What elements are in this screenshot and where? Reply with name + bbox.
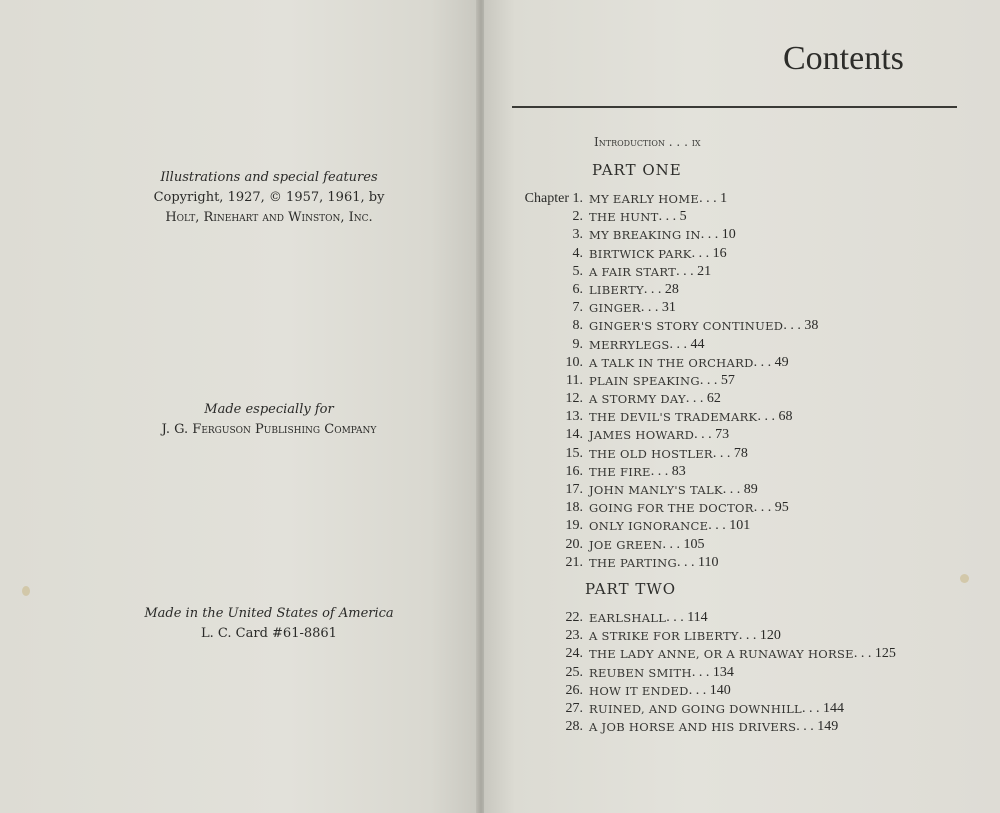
introduction-entry: Introduction . . . ix bbox=[594, 135, 701, 149]
chapter-entry bbox=[505, 517, 985, 535]
made-in-block bbox=[119, 604, 419, 644]
chapter-title: RUINED, AND GOING DOWNHILL bbox=[589, 701, 802, 716]
chapter-page: . . . 28 bbox=[643, 281, 679, 297]
paper-stain bbox=[22, 586, 30, 596]
chapter-page: . . . 38 bbox=[783, 318, 819, 334]
chapter-entry bbox=[505, 554, 985, 572]
copyright-block bbox=[119, 168, 419, 228]
chapter-number: 27. bbox=[565, 700, 583, 716]
chapter-page: . . . 144 bbox=[801, 700, 844, 716]
chapter-title: A STRIKE FOR LIBERTY bbox=[589, 629, 739, 644]
chapter-entry bbox=[505, 208, 985, 226]
chapter-number: 17. bbox=[565, 482, 583, 497]
chapter-entry bbox=[505, 445, 985, 463]
chapter-page: . . . 5 bbox=[658, 209, 687, 225]
copyright-line: Copyright, 1927, © 1957, 1961, by bbox=[153, 190, 385, 205]
chapter-entry bbox=[505, 682, 985, 700]
chapter-page: . . . 78 bbox=[712, 445, 748, 461]
chapter-entry bbox=[505, 718, 985, 736]
chapter-page: . . . 68 bbox=[757, 409, 793, 425]
chapter-number: Chapter 1. bbox=[524, 191, 583, 206]
chapter-number: 13. bbox=[565, 409, 583, 425]
chapter-number: 19. bbox=[565, 518, 583, 534]
chapter-entry bbox=[505, 390, 985, 408]
chapter-title: THE FIRE bbox=[589, 464, 651, 479]
chapter-number: 5. bbox=[572, 263, 583, 279]
part-two-chapter-list bbox=[505, 609, 985, 736]
chapter-number: 25. bbox=[565, 664, 583, 680]
chapter-page: . . . 134 bbox=[691, 664, 734, 680]
chapter-page: . . . 95 bbox=[753, 500, 789, 516]
left-page bbox=[0, 0, 478, 813]
made-for-block bbox=[119, 400, 419, 440]
chapter-entry bbox=[505, 408, 985, 426]
title-rule bbox=[512, 106, 957, 108]
chapter-entry bbox=[505, 317, 985, 335]
chapter-page: . . . 120 bbox=[738, 628, 781, 644]
chapter-entry bbox=[505, 354, 985, 372]
chapter-number: 3. bbox=[572, 227, 583, 243]
chapter-number: 12. bbox=[565, 391, 583, 407]
chapter-page: . . . 149 bbox=[796, 719, 839, 735]
chapter-title: THE OLD HOSTLER bbox=[589, 446, 713, 461]
chapter-title: THE LADY ANNE, OR A RUNAWAY HORSE bbox=[589, 647, 854, 662]
chapter-title: A TALK IN THE ORCHARD bbox=[589, 355, 754, 370]
chapter-page: . . . 1 bbox=[699, 191, 728, 206]
chapter-entry bbox=[505, 481, 985, 499]
chapter-number: 15. bbox=[565, 445, 583, 461]
chapter-page: . . . 125 bbox=[853, 646, 896, 662]
chapter-title: A STORMY DAY bbox=[589, 392, 686, 407]
chapter-number: 14. bbox=[565, 427, 583, 443]
chapter-title: THE PARTING bbox=[589, 555, 677, 570]
part-two-heading: PART TWO bbox=[585, 580, 677, 598]
chapter-page: . . . 57 bbox=[699, 372, 735, 388]
chapter-entry bbox=[505, 263, 985, 281]
chapter-title: A FAIR START bbox=[589, 264, 677, 279]
chapter-number: 21. bbox=[565, 554, 583, 570]
chapter-page: . . . 89 bbox=[722, 482, 758, 497]
chapter-entry bbox=[505, 664, 985, 682]
chapter-entry bbox=[505, 700, 985, 718]
chapter-entry bbox=[505, 426, 985, 444]
chapter-entry bbox=[505, 627, 985, 645]
part-one-heading: PART ONE bbox=[592, 161, 682, 179]
chapter-page: . . . 110 bbox=[676, 554, 719, 570]
chapter-page: . . . 140 bbox=[688, 682, 731, 698]
chapter-title: LIBERTY bbox=[589, 282, 644, 297]
chapter-title: MY BREAKING IN bbox=[589, 228, 701, 243]
chapter-title: JAMES HOWARD bbox=[589, 428, 695, 443]
part-one-chapter-list bbox=[505, 190, 985, 572]
chapter-title: A JOB HORSE AND HIS DRIVERS bbox=[589, 720, 797, 735]
chapter-page: . . . 105 bbox=[662, 536, 705, 552]
chapter-number: 6. bbox=[572, 281, 583, 297]
chapter-title: PLAIN SPEAKING bbox=[589, 373, 700, 388]
contents-title: Contents bbox=[783, 40, 904, 77]
chapter-number: 20. bbox=[565, 536, 583, 552]
chapter-title: JOE GREEN bbox=[589, 537, 663, 552]
chapter-page: . . . 73 bbox=[694, 427, 730, 443]
chapter-number: 16. bbox=[565, 463, 583, 479]
chapter-entry bbox=[505, 499, 985, 517]
chapter-number: 26. bbox=[565, 682, 583, 698]
chapter-page: . . . 49 bbox=[753, 354, 789, 370]
paper-stain bbox=[960, 574, 969, 583]
chapter-title: GOING FOR THE DOCTOR bbox=[589, 501, 754, 516]
chapter-number: 10. bbox=[565, 354, 583, 370]
chapter-title: BIRTWICK PARK bbox=[589, 246, 692, 261]
chapter-title: THE HUNT bbox=[589, 210, 659, 225]
chapter-title: EARLSHALL bbox=[589, 611, 667, 625]
chapter-entry bbox=[505, 372, 985, 390]
chapter-number: 9. bbox=[572, 336, 583, 352]
chapter-number: 2. bbox=[572, 209, 583, 225]
chapter-title: ONLY IGNORANCE bbox=[589, 519, 709, 534]
chapter-page: . . . 44 bbox=[669, 336, 705, 352]
chapter-number: 18. bbox=[565, 500, 583, 516]
chapter-number: 7. bbox=[572, 300, 583, 316]
chapter-entry bbox=[505, 336, 985, 354]
chapter-entry bbox=[505, 299, 985, 317]
chapter-page: . . . 31 bbox=[640, 300, 676, 316]
chapter-page: . . . 62 bbox=[685, 391, 721, 407]
chapter-page: . . . 114 bbox=[666, 610, 708, 625]
show-through-bleed bbox=[120, 30, 154, 157]
chapter-page: . . . 10 bbox=[700, 227, 736, 243]
chapter-title: THE DEVIL'S TRADEMARK bbox=[589, 410, 758, 425]
lc-card-line: L. C. Card #61-8861 bbox=[201, 626, 337, 641]
chapter-number: 23. bbox=[565, 628, 583, 644]
chapter-entry bbox=[505, 645, 985, 663]
chapter-number: 22. bbox=[565, 610, 583, 625]
made-especially-line: Made especially for bbox=[204, 402, 334, 417]
chapter-title: JOHN MANLY'S TALK bbox=[589, 483, 723, 497]
chapter-number: 28. bbox=[565, 719, 583, 735]
illustrations-line: Illustrations and special features bbox=[160, 170, 378, 185]
chapter-entry bbox=[505, 609, 985, 627]
chapter-number: 11. bbox=[566, 372, 583, 388]
chapter-entry bbox=[505, 281, 985, 299]
publisher-line: Holt, Rinehart and Winston, Inc. bbox=[165, 210, 373, 225]
chapter-entry bbox=[505, 463, 985, 481]
chapter-entry bbox=[505, 226, 985, 244]
chapter-number: 24. bbox=[565, 646, 583, 662]
chapter-number: 8. bbox=[572, 318, 583, 334]
chapter-entry bbox=[505, 536, 985, 554]
chapter-title: REUBEN SMITH bbox=[589, 665, 692, 680]
chapter-title: HOW IT ENDED bbox=[589, 683, 689, 698]
chapter-page: . . . 21 bbox=[676, 263, 712, 279]
chapter-page: . . . 16 bbox=[691, 245, 727, 261]
chapter-title: MY EARLY HOME bbox=[589, 192, 700, 206]
ferguson-line: J. G. Ferguson Publishing Company bbox=[161, 422, 377, 437]
chapter-entry bbox=[505, 245, 985, 263]
chapter-entry bbox=[505, 190, 985, 208]
made-in-usa-line: Made in the United States of America bbox=[144, 606, 394, 621]
chapter-title: GINGER'S STORY CONTINUED bbox=[589, 319, 784, 334]
chapter-title: MERRYLEGS bbox=[589, 337, 670, 352]
chapter-page: . . . 83 bbox=[650, 463, 686, 479]
chapter-page: . . . 101 bbox=[708, 518, 751, 534]
chapter-number: 4. bbox=[572, 245, 583, 261]
chapter-title: GINGER bbox=[589, 301, 641, 316]
